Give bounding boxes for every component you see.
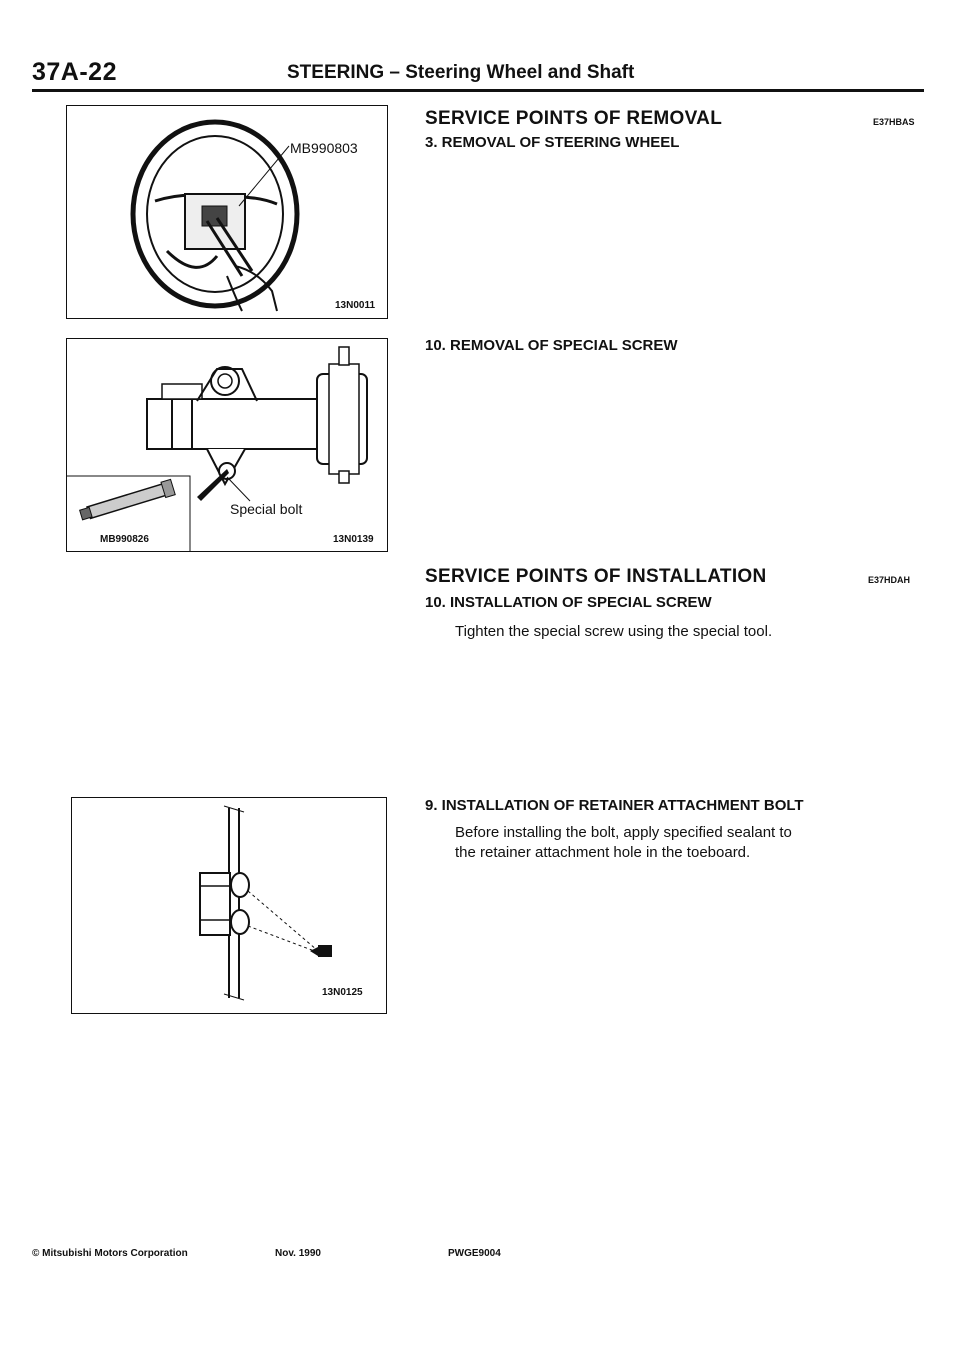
footer-code: PWGE9004 (448, 1248, 501, 1259)
tool-code: MB990826 (100, 534, 149, 545)
installation-step-special-screw: 10. INSTALLATION OF SPECIAL SCREW (425, 594, 712, 611)
removal-heading: SERVICE POINTS OF REMOVAL (425, 108, 723, 129)
removal-step-special-screw: 10. REMOVAL OF SPECIAL SCREW (425, 337, 678, 354)
callout-mb990803: MB990803 (290, 140, 358, 156)
footer-copyright: © Mitsubishi Motors Corporation (32, 1248, 188, 1259)
installation-step-retainer-bolt-text-2: the retainer attachment hole in the toeboard. (455, 844, 751, 861)
installation-step-retainer-bolt: 9. INSTALLATION OF RETAINER ATTACHMENT BOLT (425, 797, 804, 814)
figure-steering-wheel (66, 105, 388, 319)
figure-code: 13N0125 (322, 987, 363, 998)
installation-code: E37HDAH (868, 575, 911, 585)
removal-code: E37HBAS (873, 117, 915, 127)
header-rule (32, 89, 924, 92)
figure-code: 13N0139 (333, 534, 374, 545)
figure-special-bolt (66, 338, 388, 552)
special-bolt-illustration (67, 339, 387, 551)
installation-step-special-screw-text: Tighten the special screw using the special tool. (455, 623, 773, 640)
steering-wheel-illustration (67, 106, 387, 318)
installation-step-retainer-bolt-text-1: Before installing the bolt, apply specified sealant to (455, 824, 792, 841)
callout-special-bolt: Special bolt (230, 501, 303, 517)
figure-retainer-bolt (71, 797, 387, 1014)
footer-date: Nov. 1990 (275, 1248, 321, 1259)
page-number: 37A-22 (32, 58, 117, 86)
figure-code: 13N0011 (335, 300, 376, 311)
installation-heading: SERVICE POINTS OF INSTALLATION (425, 566, 767, 587)
page-title: STEERING – Steering Wheel and Shaft (287, 62, 635, 83)
retainer-bolt-illustration (72, 798, 386, 1013)
removal-step-steering-wheel: 3. REMOVAL OF STEERING WHEEL (425, 134, 680, 151)
